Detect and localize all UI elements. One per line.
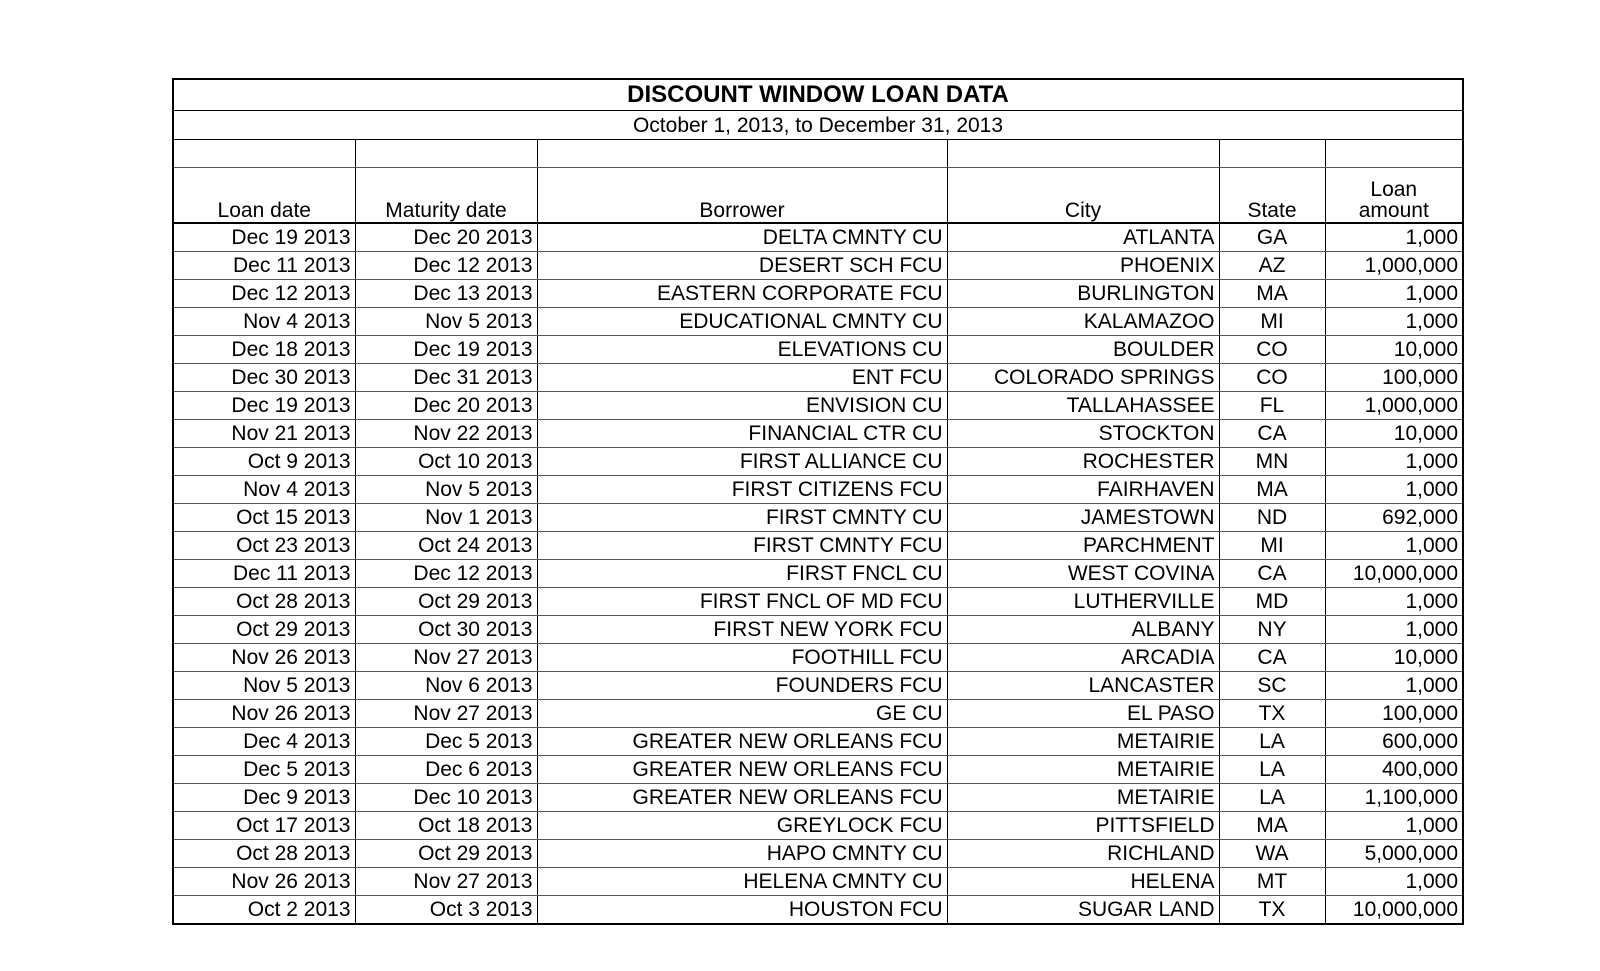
cell-loan-date: Dec 11 2013 [174,560,355,588]
cell-city: JAMESTOWN [947,504,1219,532]
table-row [174,560,1462,588]
blank-cell [1325,140,1462,168]
cell-loan-amount: 692,000 [1325,504,1462,532]
cell-borrower: FOOTHILL FCU [537,644,947,672]
cell-loan-date: Oct 9 2013 [174,448,355,476]
cell-loan-date: Dec 19 2013 [174,392,355,420]
table-row [174,392,1462,420]
cell-borrower: ENT FCU [537,364,947,392]
cell-state: MA [1219,280,1325,308]
header-city: City [947,168,1219,224]
cell-maturity-date: Oct 3 2013 [355,896,537,924]
cell-state: CA [1219,644,1325,672]
cell-loan-date: Nov 26 2013 [174,700,355,728]
table-row [174,784,1462,812]
table-row [174,336,1462,364]
cell-loan-amount: 400,000 [1325,756,1462,784]
cell-borrower: FIRST NEW YORK FCU [537,616,947,644]
cell-borrower: DESERT SCH FCU [537,252,947,280]
cell-loan-amount: 1,000 [1325,588,1462,616]
cell-borrower: GREATER NEW ORLEANS FCU [537,784,947,812]
cell-borrower: GREATER NEW ORLEANS FCU [537,728,947,756]
cell-loan-amount: 1,000 [1325,308,1462,336]
cell-state: ND [1219,504,1325,532]
cell-borrower: ELEVATIONS CU [537,336,947,364]
blank-cell [174,140,355,168]
cell-borrower: HOUSTON FCU [537,896,947,924]
cell-city: TALLAHASSEE [947,392,1219,420]
cell-borrower: FIRST CMNTY FCU [537,532,947,560]
cell-state: SC [1219,672,1325,700]
cell-loan-amount: 1,000 [1325,616,1462,644]
sheet-subtitle: October 1, 2013, to December 31, 2013 [174,111,1462,140]
cell-maturity-date: Nov 27 2013 [355,868,537,896]
table-row [174,532,1462,560]
cell-maturity-date: Nov 27 2013 [355,644,537,672]
column-header-row [174,168,1462,224]
cell-borrower: EASTERN CORPORATE FCU [537,280,947,308]
cell-loan-date: Oct 2 2013 [174,896,355,924]
cell-loan-date: Oct 17 2013 [174,812,355,840]
table-row [174,364,1462,392]
cell-borrower: FIRST FNCL OF MD FCU [537,588,947,616]
cell-maturity-date: Dec 20 2013 [355,223,537,252]
cell-loan-date: Nov 4 2013 [174,308,355,336]
cell-loan-date: Oct 23 2013 [174,532,355,560]
table-row [174,616,1462,644]
cell-state: MA [1219,476,1325,504]
table-row [174,448,1462,476]
cell-maturity-date: Oct 18 2013 [355,812,537,840]
cell-loan-date: Nov 4 2013 [174,476,355,504]
cell-loan-amount: 1,000,000 [1325,252,1462,280]
cell-loan-amount: 10,000 [1325,420,1462,448]
cell-state: LA [1219,756,1325,784]
cell-loan-date: Dec 30 2013 [174,364,355,392]
cell-maturity-date: Nov 6 2013 [355,672,537,700]
cell-maturity-date: Oct 30 2013 [355,616,537,644]
cell-loan-amount: 1,000 [1325,223,1462,252]
cell-state: GA [1219,223,1325,252]
cell-maturity-date: Nov 22 2013 [355,420,537,448]
cell-city: HELENA [947,868,1219,896]
table-row [174,420,1462,448]
header-maturity-date: Maturity date [355,168,537,224]
cell-city: BURLINGTON [947,280,1219,308]
blank-cell [537,140,947,168]
cell-maturity-date: Oct 29 2013 [355,588,537,616]
cell-loan-date: Nov 21 2013 [174,420,355,448]
cell-borrower: DELTA CMNTY CU [537,223,947,252]
cell-borrower: EDUCATIONAL CMNTY CU [537,308,947,336]
cell-state: MI [1219,532,1325,560]
cell-city: ALBANY [947,616,1219,644]
table-row [174,700,1462,728]
title-row [174,80,1462,111]
cell-maturity-date: Dec 6 2013 [355,756,537,784]
cell-state: TX [1219,700,1325,728]
cell-maturity-date: Nov 1 2013 [355,504,537,532]
cell-city: PITTSFIELD [947,812,1219,840]
cell-maturity-date: Dec 5 2013 [355,728,537,756]
cell-loan-amount: 10,000 [1325,336,1462,364]
cell-loan-amount: 5,000,000 [1325,840,1462,868]
cell-maturity-date: Dec 31 2013 [355,364,537,392]
cell-maturity-date: Nov 27 2013 [355,700,537,728]
cell-city: ARCADIA [947,644,1219,672]
cell-city: WEST COVINA [947,560,1219,588]
cell-city: METAIRIE [947,784,1219,812]
table-row [174,672,1462,700]
cell-loan-amount: 1,000 [1325,812,1462,840]
loan-data-table [174,80,1462,923]
cell-loan-amount: 1,100,000 [1325,784,1462,812]
cell-maturity-date: Oct 10 2013 [355,448,537,476]
cell-borrower: GREYLOCK FCU [537,812,947,840]
cell-loan-date: Oct 15 2013 [174,504,355,532]
table-row [174,728,1462,756]
header-borrower: Borrower [537,168,947,224]
cell-loan-date: Oct 28 2013 [174,840,355,868]
cell-borrower: FIRST ALLIANCE CU [537,448,947,476]
cell-maturity-date: Dec 12 2013 [355,252,537,280]
cell-city: STOCKTON [947,420,1219,448]
cell-city: COLORADO SPRINGS [947,364,1219,392]
table-row [174,504,1462,532]
cell-maturity-date: Dec 10 2013 [355,784,537,812]
cell-city: FAIRHAVEN [947,476,1219,504]
cell-state: NY [1219,616,1325,644]
cell-loan-amount: 1,000 [1325,280,1462,308]
cell-city: METAIRIE [947,756,1219,784]
table-row [174,476,1462,504]
cell-maturity-date: Nov 5 2013 [355,476,537,504]
cell-borrower: FOUNDERS FCU [537,672,947,700]
cell-borrower: GE CU [537,700,947,728]
cell-city: SUGAR LAND [947,896,1219,924]
cell-state: MT [1219,868,1325,896]
table-row [174,223,1462,252]
cell-borrower: FIRST FNCL CU [537,560,947,588]
table-row [174,896,1462,924]
cell-city: PARCHMENT [947,532,1219,560]
cell-loan-amount: 1,000,000 [1325,392,1462,420]
loan-data-sheet [172,78,1464,925]
cell-city: RICHLAND [947,840,1219,868]
table-row [174,840,1462,868]
cell-borrower: FIRST CMNTY CU [537,504,947,532]
cell-loan-date: Dec 12 2013 [174,280,355,308]
cell-state: LA [1219,728,1325,756]
cell-maturity-date: Dec 19 2013 [355,336,537,364]
cell-loan-amount: 10,000,000 [1352,898,1459,921]
cell-loan-date: Nov 26 2013 [174,644,355,672]
cell-city: ATLANTA [947,223,1219,252]
cell-state: CA [1219,420,1325,448]
cell-state: CO [1219,336,1325,364]
cell-loan-date: Dec 9 2013 [174,784,355,812]
cell-state: MN [1219,448,1325,476]
cell-state: MI [1219,308,1325,336]
table-row [174,868,1462,896]
header-state: State [1219,168,1325,224]
cell-borrower: HELENA CMNTY CU [537,868,947,896]
cell-city: LUTHERVILLE [947,588,1219,616]
cell-city: EL PASO [947,700,1219,728]
cell-borrower: GREATER NEW ORLEANS FCU [537,756,947,784]
header-loan-date: Loan date [174,168,355,224]
table-row [174,588,1462,616]
cell-loan-amount: 10,000 [1325,644,1462,672]
cell-state: MA [1219,812,1325,840]
cell-state: WA [1219,840,1325,868]
table-row [174,644,1462,672]
cell-loan-amount: 10,000,000 [1325,560,1462,588]
cell-loan-date: Oct 29 2013 [174,616,355,644]
cell-borrower: FINANCIAL CTR CU [537,420,947,448]
cell-loan-date: Dec 11 2013 [174,252,355,280]
cell-loan-amount: 1,000 [1325,532,1462,560]
table-row [174,280,1462,308]
blank-cell [1219,140,1325,168]
cell-state: MD [1219,588,1325,616]
cell-loan-amount: 100,000 [1325,364,1462,392]
header-loan-amount-line2: amount [1358,199,1429,222]
cell-city: METAIRIE [947,728,1219,756]
cell-borrower: FIRST CITIZENS FCU [537,476,947,504]
cell-loan-date: Nov 26 2013 [174,868,355,896]
cell-borrower: ENVISION CU [537,392,947,420]
header-loan-amount-line1: Loan [1370,178,1418,201]
cell-loan-amount: 1,000 [1325,672,1462,700]
blank-row [174,140,1462,168]
sheet-title: DISCOUNT WINDOW LOAN DATA [174,80,1462,111]
table-row [174,252,1462,280]
cell-maturity-date: Dec 20 2013 [355,392,537,420]
cell-loan-amount: 600,000 [1325,728,1462,756]
cell-city: PHOENIX [947,252,1219,280]
cell-loan-date: Dec 4 2013 [174,728,355,756]
cell-maturity-date: Nov 5 2013 [355,308,537,336]
cell-state: CO [1219,364,1325,392]
cell-borrower: HAPO CMNTY CU [537,840,947,868]
cell-state: TX [1219,896,1325,924]
subtitle-row [174,111,1462,140]
table-row [174,308,1462,336]
cell-maturity-date: Oct 24 2013 [355,532,537,560]
header-loan-amount [1325,168,1462,224]
blank-cell [947,140,1219,168]
cell-state: AZ [1219,252,1325,280]
cell-loan-amount: 100,000 [1325,700,1462,728]
cell-loan-date: Dec 5 2013 [174,756,355,784]
cell-city: BOULDER [947,336,1219,364]
blank-cell [355,140,537,168]
cell-loan-amount: 1,000 [1325,476,1462,504]
table-row [174,812,1462,840]
cell-loan-amount: 1,000 [1325,448,1462,476]
table-row [174,756,1462,784]
cell-state: FL [1219,392,1325,420]
cell-maturity-date: Oct 29 2013 [355,840,537,868]
cell-loan-date: Dec 18 2013 [174,336,355,364]
cell-loan-date: Dec 19 2013 [174,223,355,252]
cell-state: CA [1219,560,1325,588]
cell-state: LA [1219,784,1325,812]
cell-loan-amount: 1,000 [1325,868,1462,896]
cell-loan-date: Nov 5 2013 [174,672,355,700]
cell-maturity-date: Dec 12 2013 [355,560,537,588]
cell-maturity-date: Dec 13 2013 [355,280,537,308]
cell-city: ROCHESTER [947,448,1219,476]
cell-city: KALAMAZOO [947,308,1219,336]
cell-city: LANCASTER [947,672,1219,700]
cell-loan-date: Oct 28 2013 [174,588,355,616]
